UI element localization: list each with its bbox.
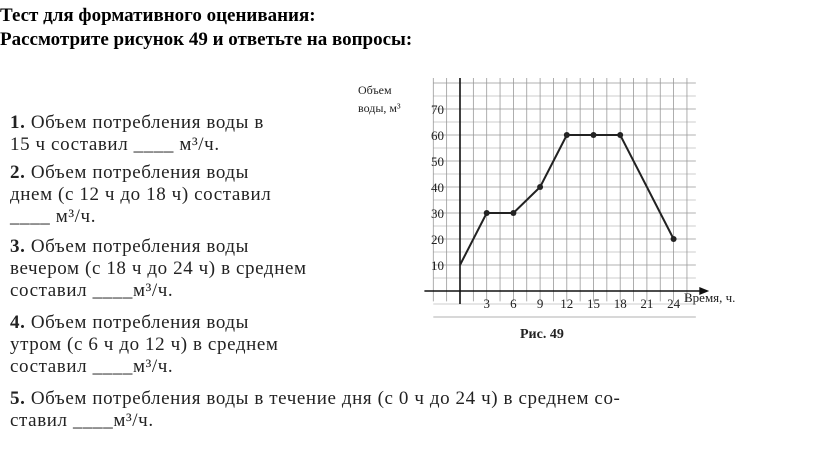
question-text: Объем потребления воды	[30, 312, 250, 333]
grid	[433, 78, 696, 317]
data-point	[537, 184, 543, 190]
x-tick-label: 15	[587, 296, 600, 311]
y-tick-label: 70	[431, 102, 444, 117]
x-tick-label: 18	[613, 296, 627, 311]
x-tick-label: 6	[510, 296, 517, 311]
question-text: ставил ____м³/ч.	[10, 410, 154, 431]
question-number: 5.	[10, 388, 26, 409]
question-text: 15 ч составил ____ м³/ч.	[10, 134, 220, 155]
x-tick-label: 24	[667, 296, 681, 311]
data-point	[671, 236, 677, 242]
data-point	[591, 132, 597, 138]
data-point	[617, 132, 623, 138]
y-axis-label: Объем	[358, 83, 392, 97]
y-tick-label: 20	[431, 232, 444, 247]
x-tick-label: 12	[560, 296, 574, 311]
question-text: днем (с 12 ч до 18 ч) составил	[10, 184, 272, 205]
y-tick-label: 60	[431, 128, 444, 143]
question-text: утром (с 6 ч до 12 ч) в среднем	[10, 334, 279, 355]
question-text: ____ м³/ч.	[10, 206, 97, 227]
heading	[0, 4, 412, 52]
question-number: 1.	[10, 112, 26, 133]
question-text: Объем потребления воды	[30, 162, 250, 183]
y-tick-label: 50	[431, 154, 444, 169]
y-tick-label: 30	[431, 206, 444, 221]
question-3	[10, 236, 307, 302]
question-number: 3.	[10, 236, 26, 257]
question-text: Объем потребления воды в течение дня (с 0 ч до 24 ч) в среднем со-	[30, 388, 621, 409]
data-point	[564, 132, 570, 138]
question-text: составил ____м³/ч.	[10, 280, 174, 301]
question-1	[10, 112, 264, 156]
question-number: 4.	[10, 312, 26, 333]
y-tick-label: 10	[431, 258, 444, 273]
heading-line-1: Тест для формативного оценивания:	[0, 5, 316, 26]
question-5	[10, 388, 620, 432]
x-axis-label: Время, ч.	[684, 290, 736, 305]
y-axis-label: воды, м³	[358, 101, 401, 115]
question-text: Объем потребления воды	[30, 236, 250, 257]
x-tick-label: 9	[536, 296, 544, 311]
heading-line-2: Рассмотрите рисунок 49 и ответьте на вопросы:	[0, 29, 413, 50]
question-text: составил ____м³/ч.	[10, 356, 174, 377]
question-2	[10, 162, 271, 228]
x-tick-label: 21	[640, 296, 654, 311]
question-4	[10, 312, 279, 378]
question-number: 2.	[10, 162, 26, 183]
figure-caption: Рис. 49	[520, 327, 564, 342]
data-point	[510, 210, 516, 216]
data-point	[484, 210, 490, 216]
y-tick-label: 40	[431, 180, 444, 195]
question-text: Объем потребления воды в	[30, 112, 264, 133]
data-layer	[460, 132, 677, 265]
question-text: вечером (с 18 ч до 24 ч) в среднем	[10, 258, 307, 279]
water-consumption-chart	[340, 78, 770, 350]
x-tick-label: 3	[483, 296, 490, 311]
